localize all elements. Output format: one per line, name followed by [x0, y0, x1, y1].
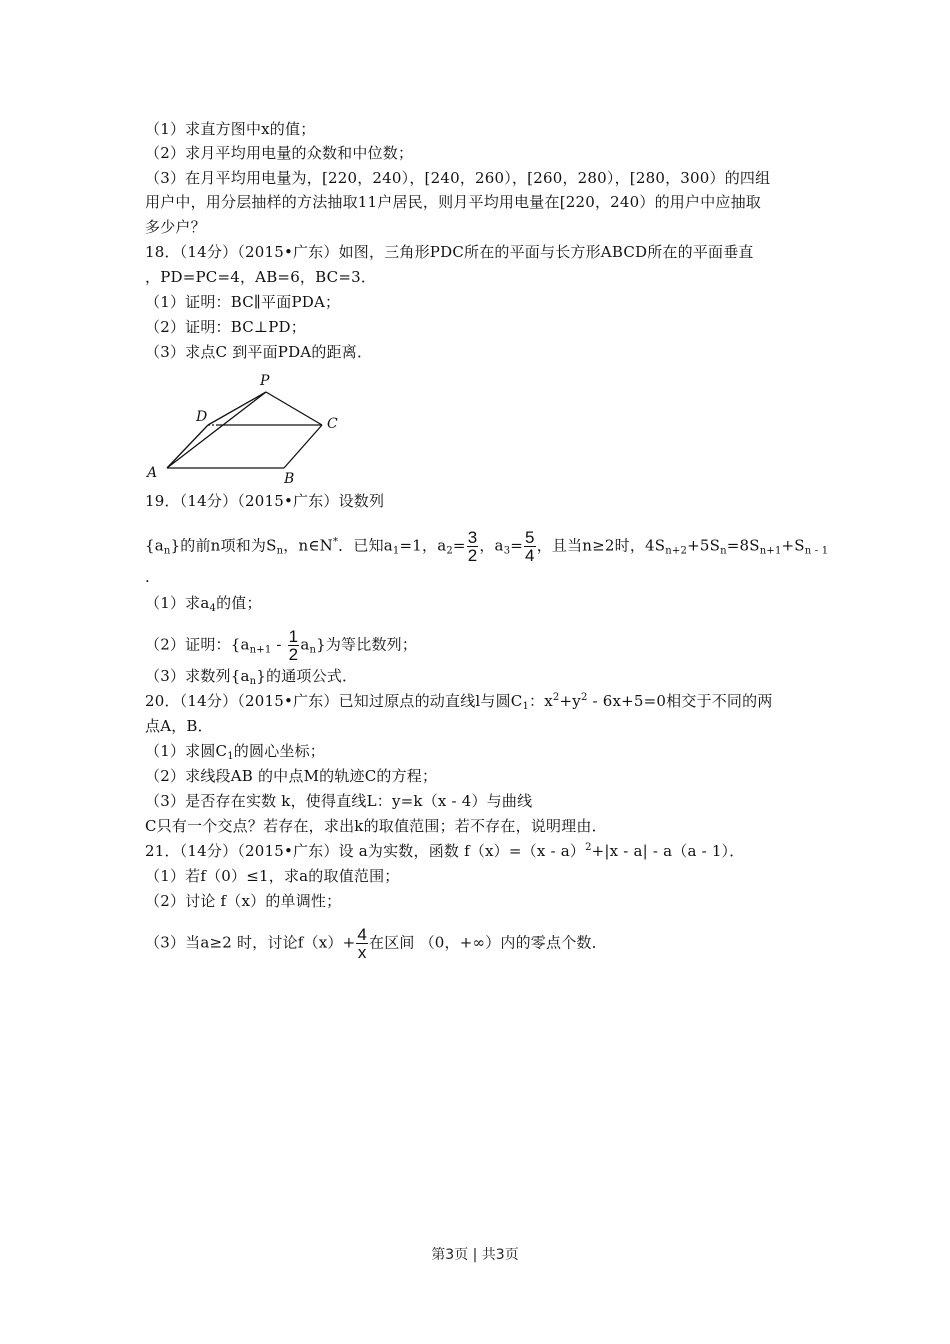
subscript: n [163, 545, 171, 557]
text-run: （1）求a [145, 594, 210, 612]
text-run: {a [145, 536, 164, 555]
text-run: 18．（14分）（2015•广东）如图，三角形PDC所在的平面与长方形ABCD所在的平面垂直 [145, 243, 754, 261]
text-run: - 6x+5=0相交于不同的两 [587, 692, 773, 710]
text-line [145, 144, 413, 162]
text-line [145, 892, 341, 910]
text-run: +y [559, 692, 581, 710]
text-run: （2）求月平均用电量的众数和中位数； [145, 144, 414, 162]
text-line [145, 628, 417, 663]
text-run: +|x - a| - a（a - 1）． [591, 842, 745, 860]
text-line [145, 318, 306, 336]
text-line [145, 293, 340, 311]
edge-ad [167, 425, 208, 468]
page-footer: 第3页 | 共3页 [431, 1247, 519, 1263]
text-run: （3）是否存在实数 k，使得直线L：y=k（x - 4）与曲线 [145, 792, 533, 810]
text-run: a [300, 635, 310, 654]
text-run: }的前n项和为S [170, 536, 277, 555]
text-run: ：x [529, 692, 553, 710]
subscript: 4 [209, 603, 217, 614]
text-run: = [510, 536, 524, 555]
text-run: （2）讨论 f（x）的单调性； [145, 892, 342, 910]
text-run: 的圆心坐标； [233, 742, 325, 760]
label-b: B [284, 471, 295, 487]
text-line [145, 717, 213, 735]
label-p: P [260, 373, 270, 389]
text-line [145, 492, 384, 510]
subscript: 2 [446, 545, 453, 557]
text-run: （3）求数列{a [145, 667, 250, 685]
text-run: （3）在月平均用电量为，[220，240），[240，260），[260，280），[280，300）的四组 [145, 169, 771, 187]
text-line [145, 594, 262, 612]
text-run: - [271, 635, 287, 654]
text-line [145, 169, 770, 187]
fraction [467, 529, 479, 564]
text-run: +S [781, 536, 805, 555]
text-line [145, 926, 607, 961]
text-run: ，n∈N [283, 536, 333, 555]
text-run: （1）求直方图中x的值； [145, 120, 316, 138]
numerator: 1 [288, 627, 299, 646]
superscript: * [332, 536, 339, 548]
text-line [145, 529, 828, 564]
text-run: （1）若f（0）≤1，求a的取值范围； [145, 867, 400, 885]
text-line [145, 842, 744, 860]
edge-bc [284, 425, 322, 468]
text-line [145, 692, 773, 710]
text-run: = [452, 536, 466, 555]
subscript: n+2 [665, 545, 688, 557]
subscript: n+1 [759, 545, 782, 557]
text-run: 21．（14分）（2015•广东）设 a为实数，函数 f（x）=（x - a） [145, 842, 586, 860]
edge-pc [266, 392, 322, 425]
text-run: （3）当a≥2 时，讨论f（x）+ [145, 933, 356, 952]
text-run: 的值； [216, 594, 262, 612]
superscript: 2 [552, 692, 560, 703]
text-run: ，且当n≥2时，4S [536, 536, 666, 555]
text-run: （1）证明：BC∥平面PDA； [145, 293, 341, 311]
fraction [356, 926, 368, 961]
text-line [145, 218, 206, 236]
numerator: 3 [467, 528, 478, 547]
subscript: n [276, 545, 284, 557]
numerator: 5 [525, 528, 535, 547]
text-line [145, 867, 400, 885]
subscript: n - 1 [804, 545, 829, 557]
text-run: 19．（14分）（2015•广东）设数列 [145, 492, 385, 510]
text-line [145, 268, 376, 286]
text-run: ，a [479, 536, 504, 555]
subscript: n [309, 644, 317, 656]
denominator: 2 [467, 546, 478, 565]
text-line [145, 742, 325, 760]
label-a: A [147, 465, 158, 481]
superscript: 2 [585, 842, 592, 853]
denominator: 4 [525, 546, 535, 565]
text-line [145, 120, 315, 138]
subscript: n [249, 676, 257, 687]
subscript: 1 [392, 545, 400, 557]
geometry-figure-pdc-abcd [140, 365, 360, 490]
denominator: 2 [288, 645, 299, 664]
subscript: 3 [503, 545, 511, 557]
text-line [145, 817, 607, 835]
text-run: （2）证明：{a [145, 635, 250, 654]
subscript: 1 [227, 751, 234, 762]
text-run: （1）求圆C [145, 742, 228, 760]
label-d: D [196, 409, 208, 425]
text-line [145, 792, 532, 810]
text-line [145, 243, 754, 261]
fraction [288, 628, 300, 663]
subscript: n [720, 545, 727, 557]
text-run: 20．（14分）（2015•广东）已知过原点的动直线l与圆C [145, 692, 523, 710]
text-run: 多少户？ [145, 218, 206, 236]
text-line [145, 767, 437, 785]
label-c: C [327, 416, 338, 432]
numerator: 4 [357, 925, 368, 944]
denominator: x [357, 943, 367, 962]
text-run: }的通项公式． [256, 667, 358, 685]
text-run: 用户中，用分层抽样的方法抽取11户居民，则月平均用电量在[220，240）的用户中应抽取 [145, 193, 762, 211]
text-run: 在区间 （0，+∞）内的零点个数． [369, 933, 607, 952]
text-run: （3）求点C 到平面PDA的距离． [145, 343, 373, 361]
text-run: （2）证明：BC⊥PD； [145, 318, 306, 336]
text-run: =8S [726, 536, 760, 555]
text-run: . [145, 568, 150, 586]
fraction [524, 529, 536, 564]
text-line [145, 193, 761, 211]
text-run: （2）求线段AB 的中点M的轨迹C的方程； [145, 767, 438, 785]
text-run: }为等比数列； [316, 635, 418, 654]
subscript: n+1 [249, 644, 272, 656]
text-line [145, 667, 357, 685]
text-run: C只有一个交点？若存在，求出k的取值范围；若不存在，说明理由． [145, 817, 607, 835]
text-run: 点A，B． [145, 717, 213, 735]
text-run: ，PD=PC=4，AB=6，BC=3． [145, 268, 377, 286]
text-run: +5S [687, 536, 721, 555]
text-line [145, 343, 372, 361]
text-line [145, 568, 150, 586]
edge-pa [167, 392, 266, 468]
text-run: =1，a [399, 536, 447, 555]
superscript: 2 [580, 692, 588, 703]
text-run: ．已知a [338, 536, 393, 555]
edge-pd [208, 392, 266, 425]
subscript: 1 [522, 701, 530, 712]
